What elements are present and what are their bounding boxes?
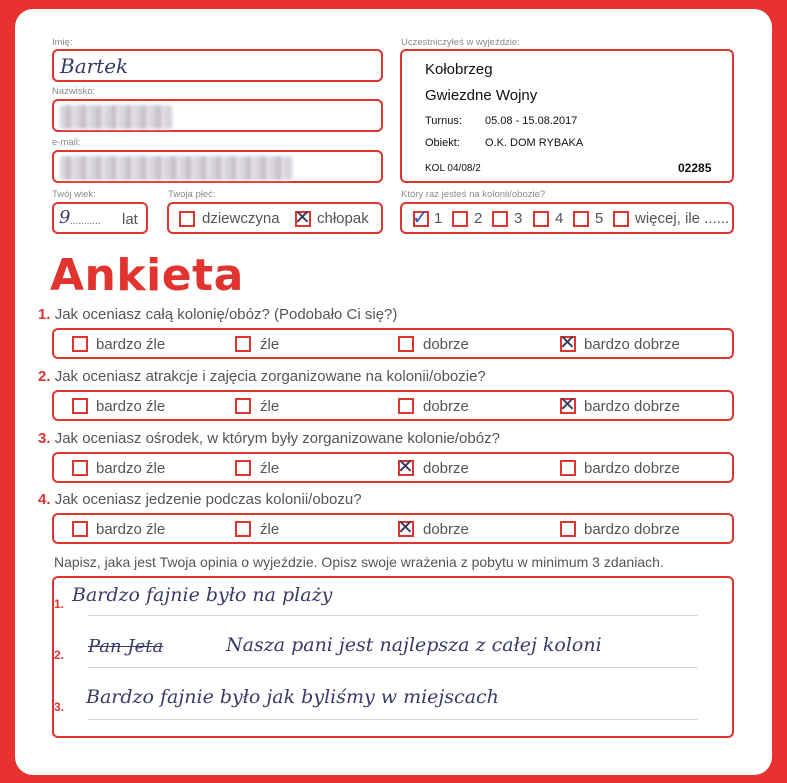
check-mark-icon: ✕	[559, 330, 576, 354]
times-2-checkbox[interactable]	[452, 211, 468, 227]
times-option: 2	[474, 210, 483, 227]
trip-city: Kołobrzeg	[425, 61, 493, 78]
q1-bardzo-zle-checkbox[interactable]	[72, 336, 88, 352]
question-3-text: 3. Jak oceniasz ośrodek, w którym były zorganizowane kolonie/obóz?	[38, 430, 500, 447]
opinion-rule	[88, 667, 698, 668]
times-field	[400, 202, 734, 234]
question-1-options	[52, 328, 734, 359]
q3-option-label: bardzo źle	[96, 460, 166, 477]
q4-dobrze-checkbox[interactable]	[397, 515, 414, 539]
q1-zle-checkbox[interactable]	[235, 336, 251, 352]
check-mark-icon: ✕	[559, 392, 576, 416]
q2-option-label: dobrze	[423, 398, 469, 415]
trip-code: KOL 04/08/2	[425, 163, 481, 174]
q2-bardzo-dobrze-checkbox[interactable]	[559, 392, 576, 416]
q2-option-label: bardzo dobrze	[584, 398, 680, 415]
trip-theme: Gwiezdne Wojny	[425, 87, 538, 104]
q2-option-label: bardzo źle	[96, 398, 166, 415]
q2-bardzo-zle-checkbox[interactable]	[72, 398, 88, 414]
check-mark-icon: ✕	[294, 205, 311, 229]
email-redacted	[60, 156, 292, 180]
q4-bardzo-zle-checkbox[interactable]	[72, 521, 88, 537]
q2-dobrze-checkbox[interactable]	[398, 398, 414, 414]
opinion-line-2-number: 2.	[54, 648, 65, 662]
opinion-line-3-text: Bardzo fajnie było jak byliśmy w miejscach	[86, 686, 499, 708]
opinion-rule	[88, 719, 698, 720]
q3-zle-checkbox[interactable]	[235, 460, 251, 476]
age-unit: lat	[122, 211, 138, 228]
q2-zle-checkbox[interactable]	[235, 398, 251, 414]
check-mark-icon: ✕	[397, 515, 414, 539]
times-more-label: więcej, ile ......	[635, 210, 730, 227]
question-4-options	[52, 513, 734, 544]
age-value: 9	[59, 207, 71, 228]
times-5-checkbox[interactable]	[573, 211, 589, 227]
times-3-checkbox[interactable]	[492, 211, 508, 227]
q1-option-label: bardzo źle	[96, 336, 166, 353]
trip-info-box	[400, 49, 734, 183]
times-more-checkbox[interactable]	[613, 211, 629, 227]
check-mark-icon: ✕	[397, 454, 414, 478]
question-4-text: 4. Jak oceniasz jedzenie podczas kolonii/obozu?	[38, 491, 362, 508]
age-dots: ...........	[70, 216, 101, 227]
times-label: Który raz jesteś na kolonii/obozie?	[401, 189, 546, 200]
gender-male-label: chłopak	[317, 210, 369, 227]
q3-option-label: bardzo dobrze	[584, 460, 680, 477]
name-value: Bartek	[60, 54, 129, 78]
surname-field[interactable]	[52, 99, 383, 132]
survey-title: Ankieta	[50, 250, 244, 301]
q4-bardzo-dobrze-checkbox[interactable]	[560, 521, 576, 537]
q3-bardzo-dobrze-checkbox[interactable]	[560, 460, 576, 476]
q4-option-label: źle	[260, 521, 280, 538]
opinion-line-1-text: Bardzo fajnie było na plaży	[72, 584, 333, 606]
opinion-rule	[88, 615, 698, 616]
times-option: 4	[555, 210, 564, 227]
turnus-value: 05.08 - 15.08.2017	[485, 115, 578, 127]
question-2-options	[52, 390, 734, 421]
q1-dobrze-checkbox[interactable]	[398, 336, 414, 352]
name-field[interactable]	[52, 49, 383, 82]
times-1-checkbox[interactable]	[412, 205, 429, 229]
q2-option-label: źle	[260, 398, 280, 415]
q3-dobrze-checkbox[interactable]	[397, 454, 414, 478]
q4-zle-checkbox[interactable]	[235, 521, 251, 537]
q1-bardzo-dobrze-checkbox[interactable]	[559, 330, 576, 354]
q3-bardzo-zle-checkbox[interactable]	[72, 460, 88, 476]
q1-option-label: źle	[260, 336, 280, 353]
opinion-prompt: Napisz, jaka jest Twoja opinia o wyjeździe. Opisz swoje wrażenia z pobytu w minimum 3 zdaniach.	[54, 554, 664, 570]
surname-label: Nazwisko:	[52, 86, 96, 97]
q4-option-label: dobrze	[423, 521, 469, 538]
q1-option-label: bardzo dobrze	[584, 336, 680, 353]
gender-female-label: dziewczyna	[202, 210, 280, 227]
times-4-checkbox[interactable]	[533, 211, 549, 227]
times-option: 1	[434, 210, 443, 227]
check-mark-icon: ✓	[412, 205, 429, 229]
email-label: e-mail:	[52, 137, 81, 148]
question-1-text: 1. Jak oceniasz całą kolonię/obóz? (Podobało Ci się?)	[38, 306, 398, 323]
trip-number: 02285	[678, 161, 712, 175]
times-option: 3	[514, 210, 523, 227]
q4-option-label: bardzo dobrze	[584, 521, 680, 538]
q1-option-label: dobrze	[423, 336, 469, 353]
q3-option-label: dobrze	[423, 460, 469, 477]
opinion-line-3-number: 3.	[54, 700, 65, 714]
times-option: 5	[595, 210, 604, 227]
age-label: Twój wiek:	[52, 189, 96, 200]
q4-option-label: bardzo źle	[96, 521, 166, 538]
surname-redacted	[60, 105, 172, 129]
gender-female-checkbox[interactable]	[179, 211, 195, 227]
email-field[interactable]	[52, 150, 383, 183]
object-label: Obiekt:	[425, 137, 460, 149]
gender-label: Twoja płeć:	[168, 189, 216, 200]
opinion-line-2-text: Nasza pani jest najlepsza z całej koloni	[226, 634, 602, 656]
name-label: Imię:	[52, 37, 73, 48]
opinion-line-2-crossed: Pan Jeta	[88, 636, 164, 657]
gender-male-checkbox[interactable]	[294, 205, 311, 229]
age-field[interactable]	[52, 202, 148, 234]
object-value: O.K. DOM RYBAKA	[485, 137, 584, 149]
trip-label: Uczestniczyłeś w wyjeździe:	[401, 37, 520, 48]
question-3-options	[52, 452, 734, 483]
turnus-label: Turnus:	[425, 115, 462, 127]
gender-field	[167, 202, 383, 234]
q3-option-label: źle	[260, 460, 280, 477]
opinion-line-1-number: 1.	[54, 597, 65, 611]
question-2-text: 2. Jak oceniasz atrakcje i zajęcia zorganizowane na kolonii/obozie?	[38, 368, 486, 385]
